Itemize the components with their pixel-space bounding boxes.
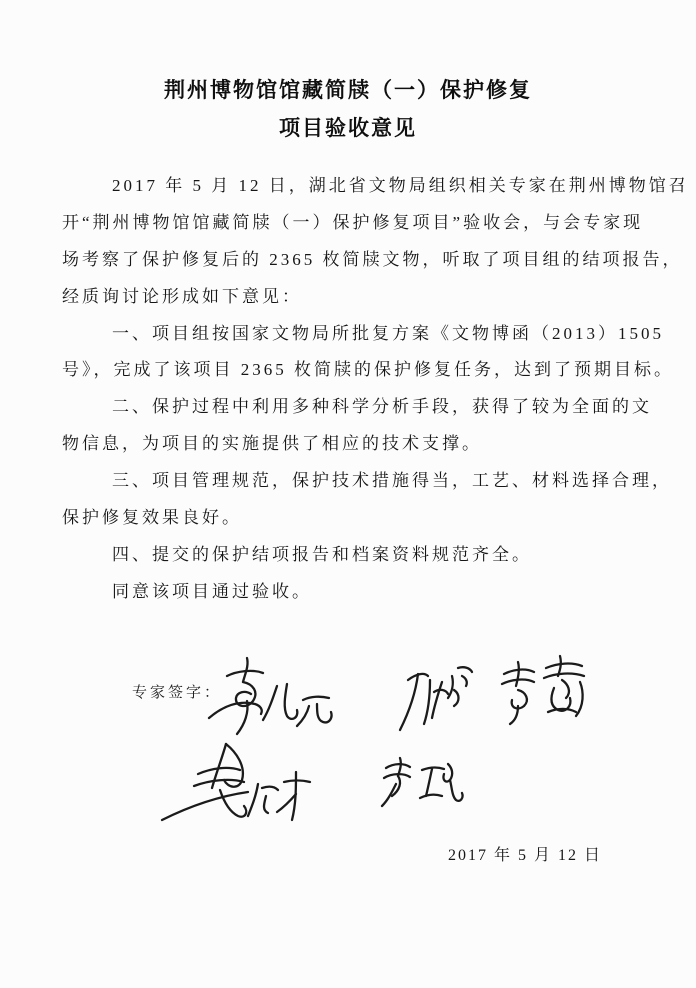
body-line: 号》，完成了该项目 2365 枚简牍的保护修复任务，达到了预期目标。 bbox=[62, 360, 674, 380]
body-line: 同意该项目通过验收。 bbox=[112, 581, 312, 601]
handwritten-signature-1 bbox=[203, 656, 333, 738]
body-line: 一、项目组按国家文物局所批复方案《文物博函（2013）1505 bbox=[112, 323, 664, 343]
document-body bbox=[62, 168, 689, 611]
handwritten-signature-3 bbox=[488, 650, 592, 730]
expert-signature-label: 专家签字： bbox=[132, 685, 223, 701]
body-line: 二、保护过程中利用多种科学分析手段，获得了较为全面的文 bbox=[112, 397, 652, 417]
body-line: 开“荆州博物馆馆藏简牍（一）保护修复项目”验收会，与会专家现 bbox=[62, 212, 644, 232]
handwritten-signature-4 bbox=[160, 740, 315, 832]
handwritten-signature-2 bbox=[392, 658, 476, 742]
body-line: 四、提交的保护结项报告和档案资料规范齐全。 bbox=[112, 544, 532, 564]
body-line: 三、项目管理规范，保护技术措施得当，工艺、材料选择合理， bbox=[112, 471, 672, 491]
document-title-line2: 项目验收意见 bbox=[279, 116, 417, 140]
body-line: 场考察了保护修复后的 2365 枚简牍文物，听取了项目组的结项报告， bbox=[62, 249, 683, 269]
body-line: 保护修复效果良好。 bbox=[62, 508, 242, 528]
handwritten-signature-5 bbox=[376, 756, 464, 814]
body-line: 物信息，为项目的实施提供了相应的技术支撑。 bbox=[62, 434, 482, 454]
body-line: 经质询讨论形成如下意见： bbox=[62, 286, 302, 306]
document-date: 2017 年 5 月 12 日 bbox=[448, 847, 603, 864]
document-title-line1: 荆州博物馆馆藏简牍（一）保护修复 bbox=[164, 78, 532, 102]
body-line: 2017 年 5 月 12 日，湖北省文物局组织相关专家在荆州博物馆召 bbox=[112, 176, 689, 195]
